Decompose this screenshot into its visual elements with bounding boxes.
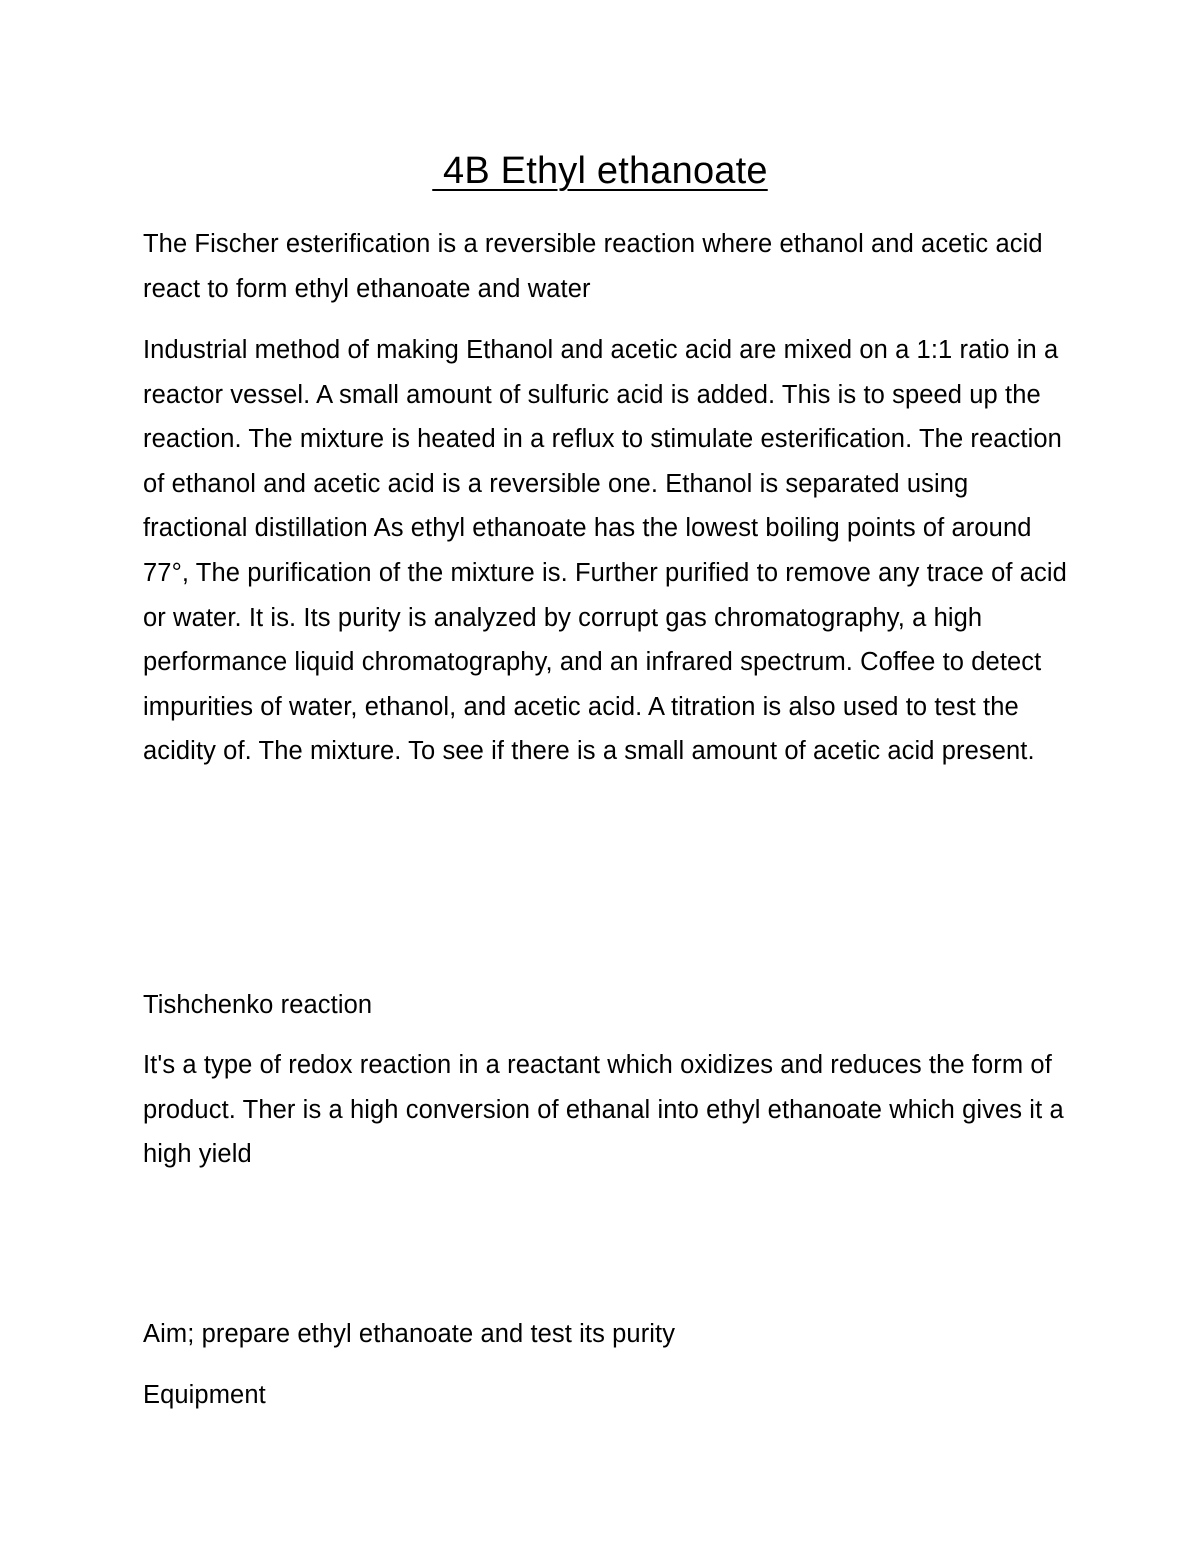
section-heading-equipment: Equipment [143,1381,266,1409]
paragraph-aim: Aim; prepare ethyl ethanoate and test its purity [143,1320,676,1348]
document-title [0,148,1200,194]
paragraph-industrial-method: Industrial method of making Ethanol and acetic acid are mixed on a 1:1 ratio in a reactor vessel. A small amount of sulfuric acid is added. This is to speed up the reaction. The mixture is heated in a reflux to stimulate esterification. The reaction of ethanol and acetic acid is a reversible one. Ethanol is separated using fractional distillation As ethyl ethanoate has the lowest boiling points of around 77°, The purification of the mixture is. Further purified to remove any trace of acid or water. It is. Its purity is analyzed by corrupt gas chromatography, a high performance liquid chromatography, and an infrared spectrum. Coffee to detect impurities of water, ethanol, and acetic acid. A titration is also used to test the acidity of. The mixture. To see if there is a small amount of acetic acid present. [143,336,1067,766]
document-title-text: 4B Ethyl ethanoate [432,150,768,192]
paragraph-fischer-esterification: The Fischer esterification is a reversible reaction where ethanol and acetic acid react to form ethyl ethanoate and water [143,230,1043,303]
section-heading-tishchenko: Tishchenko reaction [143,991,373,1019]
paragraph-tishchenko: It's a type of redox reaction in a reactant which oxidizes and reduces the form of product. Ther is a high conversion of ethanal into ethyl ethanoate which gives it a high yield [143,1051,1064,1169]
